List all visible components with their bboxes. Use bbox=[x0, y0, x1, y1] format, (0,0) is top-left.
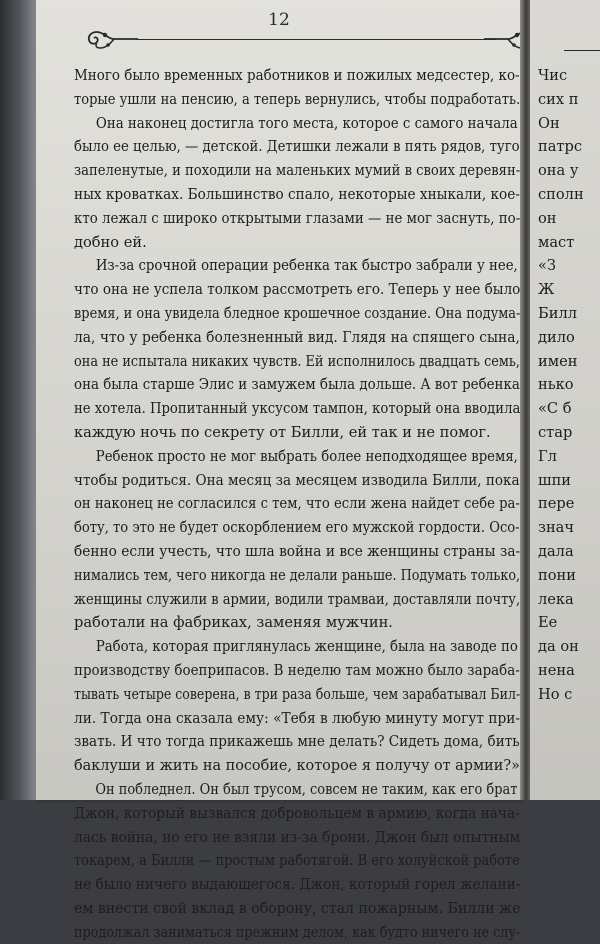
left-flourish-ornament-icon bbox=[84, 24, 140, 54]
facing-text-fragment: он bbox=[538, 209, 557, 227]
text-line: тывать четыре соверена, в три раза больше, чем зарабатывал Бил- bbox=[74, 685, 521, 703]
facing-text-fragment: сполн bbox=[538, 185, 584, 203]
text-line: баклуши и жить на пособие, которое я получу от армии?» bbox=[74, 757, 520, 775]
text-line: производству боеприпасов. В неделю там можно было зараба- bbox=[74, 661, 520, 679]
text-line: она была старше Элис и замужем была дольше. А вот ребенка bbox=[74, 376, 520, 394]
facing-text-fragment: да он bbox=[538, 638, 579, 656]
text-line: время, и она увидела бледное крошечное создание. Она подума- bbox=[74, 304, 521, 322]
facing-header-rule bbox=[564, 50, 600, 51]
facing-text-fragment: маст bbox=[538, 233, 575, 251]
text-line: он наконец не согласился с тем, что если жена найдет себе ра- bbox=[74, 495, 520, 513]
facing-text-fragment: нена bbox=[538, 661, 575, 679]
facing-text-fragment: имен bbox=[538, 352, 578, 370]
text-line: бенно если учесть, что шла война и все женщины страны за- bbox=[74, 542, 521, 560]
text-line: боту, то это не будет оскорблением его мужской гордости. Осо- bbox=[74, 519, 520, 537]
text-line: чтобы родиться. Она месяц за месяцем изводила Билли, пока bbox=[74, 471, 520, 489]
text-line: Она наконец достигла того места, которое с самого начала bbox=[95, 114, 518, 132]
text-line: нимались тем, чего никогда не делали раньше. Подумать только, bbox=[74, 566, 521, 584]
text-line: Он побледнел. Он был трусом, совсем не таким, как его брат bbox=[95, 780, 518, 798]
text-line: работали на фабриках, заменяя мужчин. bbox=[74, 614, 393, 632]
body-text bbox=[74, 64, 520, 944]
text-line: звать. И что тогда прикажешь мне делать? Сидеть дома, бить bbox=[74, 733, 520, 751]
text-line: кто лежал с широко открытыми глазами — не мог заснуть, по- bbox=[74, 209, 521, 227]
text-line: лась война, но его не взяли из-за брони. Джон был опытным bbox=[74, 828, 521, 846]
text-line: продолжал заниматься прежним делом, как будто ничего не слу- bbox=[74, 923, 521, 941]
text-line: было ее целью, — детской. Детишки лежали в пять рядов, туго bbox=[74, 138, 520, 156]
text-line: Работа, которая приглянулась женщине, была на заводе по bbox=[95, 638, 518, 656]
facing-text-fragment: она у bbox=[538, 162, 579, 180]
facing-text-fragment: Он bbox=[538, 114, 560, 132]
text-line: что она не успела толком рассмотреть его. Теперь у нее было bbox=[74, 281, 521, 299]
header-rule bbox=[136, 39, 496, 40]
text-line: она не испытала никаких чувств. Ей исполнилось двадцать семь, bbox=[74, 352, 521, 370]
facing-text-fragment: лека bbox=[538, 590, 574, 608]
facing-text-fragment: сих п bbox=[538, 90, 579, 108]
text-line: Из-за срочной операции ребенка так быстро забрали у нее, bbox=[95, 257, 518, 275]
book-page bbox=[36, 0, 522, 941]
facing-text-fragment: патрс bbox=[538, 138, 583, 156]
text-line: добно ей. bbox=[74, 233, 147, 251]
left-page-edge bbox=[0, 0, 38, 800]
text-line: запеленутые, и походили на маленьких мумий в своих деревян- bbox=[74, 162, 521, 180]
facing-text-fragment: дило bbox=[538, 328, 575, 346]
facing-page-edge bbox=[530, 0, 600, 800]
facing-text-fragment: нько bbox=[538, 376, 574, 394]
facing-text-fragment: знач bbox=[538, 519, 575, 537]
facing-text-fragment: Ж bbox=[538, 281, 555, 299]
text-line: ных кроватках. Большинство спало, некоторые хныкали, кое- bbox=[74, 185, 520, 203]
facing-text-fragment: «С б bbox=[538, 400, 572, 418]
facing-text-fragment: Билл bbox=[538, 304, 577, 322]
facing-text-fragment: «З bbox=[538, 257, 557, 275]
text-line: Ребенок просто не мог выбрать более неподходящее время, bbox=[95, 447, 518, 465]
text-line: ла, что у ребенка болезненный вид. Глядя на спящего сына, bbox=[74, 328, 520, 346]
text-line: каждую ночь по секрету от Билли, ей так и не помог. bbox=[74, 423, 491, 441]
facing-text-fragment: стар bbox=[538, 423, 573, 441]
text-line: ли. Тогда она сказала ему: «Тебя в любую минуту могут при- bbox=[74, 709, 520, 727]
facing-text-fragment: Но с bbox=[538, 685, 573, 703]
text-line: токарем, а Билли — простым работягой. В его холуйской работе bbox=[74, 852, 520, 870]
text-line: ем внести свой вклад в оборону, стал пожарным. Билли же bbox=[74, 899, 521, 917]
facing-text-fragment: Чис bbox=[538, 67, 568, 84]
text-line: торые ушли на пенсию, а теперь вернулись, чтобы подработать. bbox=[74, 90, 521, 108]
facing-text-fragment: пони bbox=[538, 566, 576, 584]
facing-text-fragment: дала bbox=[538, 542, 574, 560]
facing-text-fragment: Ее bbox=[538, 614, 558, 632]
facing-text-fragment: шпи bbox=[538, 471, 572, 489]
facing-text-fragment: Гл bbox=[538, 447, 557, 465]
text-line: не было ничего выдающегося. Джон, который горел желани- bbox=[74, 876, 521, 894]
facing-text-fragment: пере bbox=[538, 495, 575, 513]
text-line: не хотела. Пропитанный уксусом тампон, который она вводила bbox=[74, 400, 521, 418]
text-line: женщины служили в армии, водили трамваи, доставляли почту, bbox=[74, 590, 521, 608]
text-line: Джон, который вызвался добровольцем в армию, когда нача- bbox=[74, 804, 520, 822]
page-number: 12 bbox=[268, 10, 290, 30]
facing-page-text bbox=[538, 64, 600, 707]
text-line: Много было временных работников и пожилых медсестер, ко- bbox=[74, 67, 520, 84]
